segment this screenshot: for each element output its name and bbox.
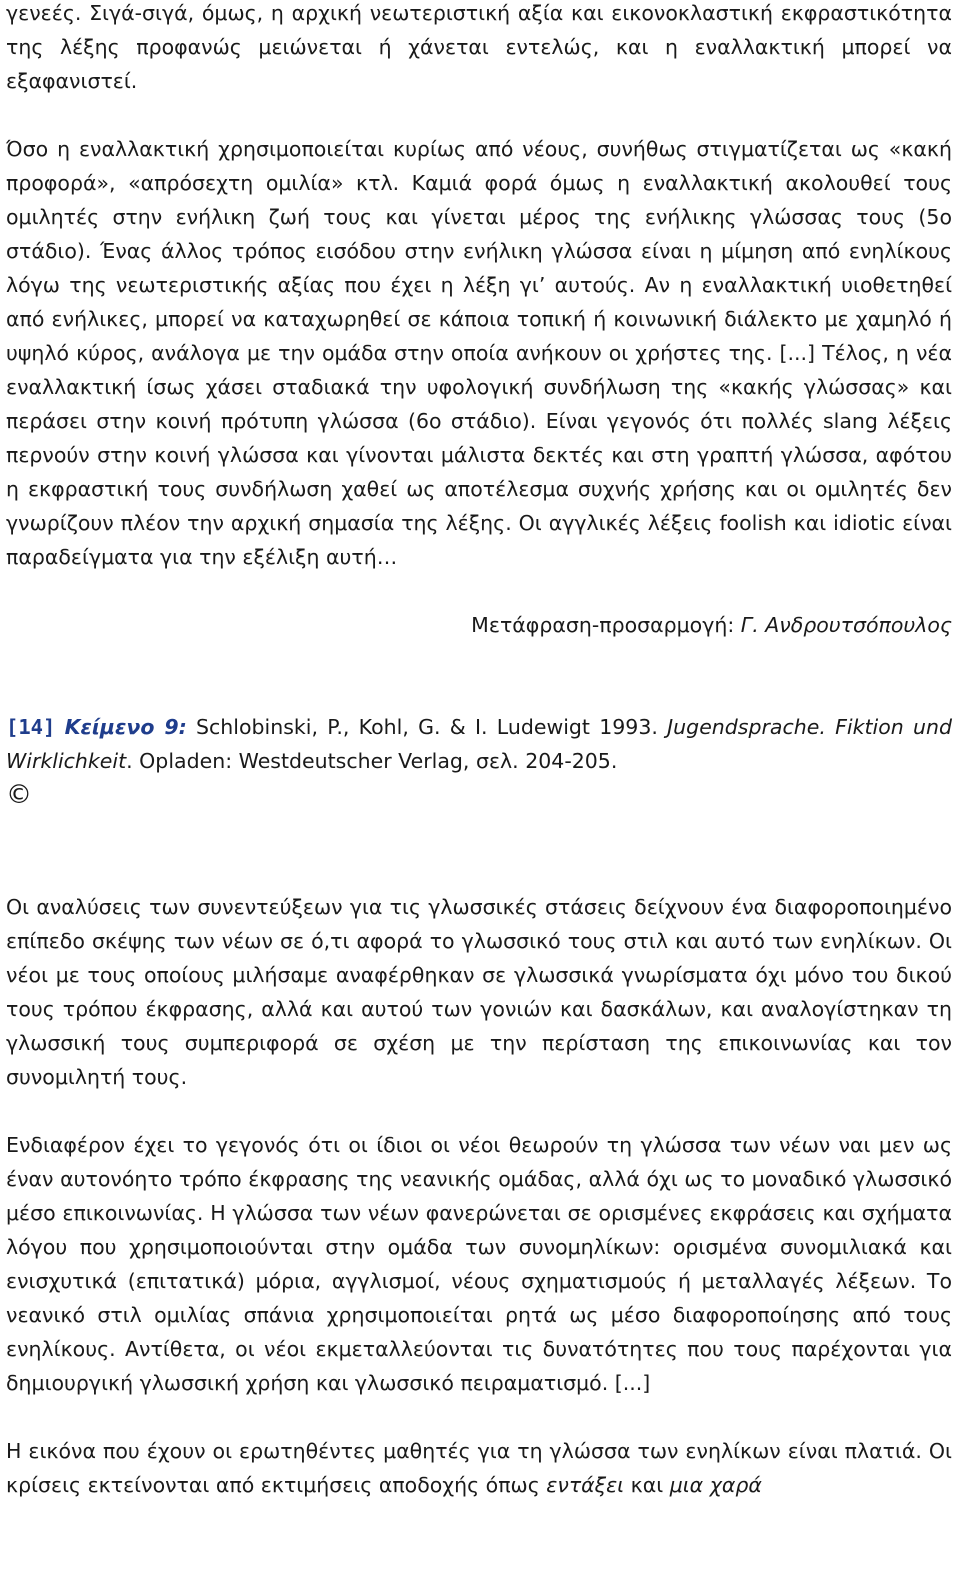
reference-label: Κείμενο 9: — [64, 715, 187, 739]
reference-title: Jugendsprache. Fiktion und Wirklichkeit — [6, 715, 952, 773]
paragraph-intro: γενεές. Σιγά-σιγά, όμως, η αρχική νεωτεριστική αξία και εικονοκλαστική εκφραστικότητα της λέξης προφανώς μειώνεται ή χάνεται εντελώς, και η εναλλακτική μπορεί να εξαφανιστεί. — [6, 1, 952, 93]
reference-entry — [6, 710, 952, 778]
paragraph-text: Η εικόνα που έχουν οι ερωτηθέντες μαθητές για τη γλώσσα των ενηλίκων είναι πλατιά. Οι κρίσεις εκτείνονται από εκτιμήσεις αποδοχής όπως — [6, 1439, 952, 1497]
paragraph-adult-language — [6, 1434, 952, 1502]
reference-authors: Schlobinski, P., Kohl, G. & I. Ludewigt 1993. — [186, 715, 668, 739]
translation-label: Μετάφραση-προσαρμογή: — [471, 613, 741, 637]
document-page — [6, 0, 952, 1502]
copyright-icon: © — [6, 780, 32, 810]
paragraph-spacer — [6, 574, 952, 608]
translation-credit — [6, 608, 952, 642]
reference-publisher: . Opladen: Westdeutscher Verlag, σελ. 204-205. — [126, 749, 618, 773]
paragraph-text: και — [624, 1473, 670, 1497]
paragraph-spacer — [6, 1400, 952, 1434]
paragraph-spacer — [6, 1094, 952, 1128]
translator-name: Γ. Ανδρουτσόπουλος — [740, 613, 952, 637]
paragraph-analyses: Οι αναλύσεις των συνεντεύξεων για τις γλωσσικές στάσεις δείχνουν ένα διαφοροποιημένο επίπεδο σκέψης των νέων σε ό,τι αφορά το γλωσσικό τους στιλ και αυτό των ενηλίκων. Οι νέοι με τους οποίους μιλήσαμε αναφέρθηκαν σε γλωσσικά γνωρίσματα όχι μόνο του δικού τους τρόπου έκφρασης, αλλά και αυτού των γονιών και δασκάλων, και αναλογίστηκαν τη γλωσσική τους συμπεριφορά σε σχέση με την περίσταση της επικοινωνίας και τον συνομιλητή τους. — [6, 895, 952, 1089]
italic-term: εντάξει — [546, 1473, 625, 1497]
paragraph-stages: Όσο η εναλλακτική χρησιμοποιείται κυρίως από νέους, συνήθως στιγματίζεται ως «κακή προφορά», «απρόσεχτη ομιλία» κτλ. Καμιά φορά όμως η εναλλακτική ακολουθεί τους ομιλητές στην ενήλικη ζωή τους και γίνεται μέρος της ενήλικης γλώσσας τους (5ο στάδιο). Ένας άλλος τρόπος εισόδου στην ενήλικη γλώσσα είναι η μίμηση από ενηλίκους λόγω της νεωτεριστικής αξίας που έχει η λέξη γι’ αυτούς. Αν η εναλλακτική υιοθετηθεί από ενήλικες, μπορεί να καταχωρηθεί σε κάποια τοπική ή κοινωνική διάλεκτο με χαμηλό ή υψηλό κύρος, ανάλογα με την ομάδα στην οποία ανήκουν οι χρήστες της. [...] Τέλος, η νέα εναλλακτική ίσως χάσει σταδιακά την υφολογική συνδήλωση της «κακής γλώσσας» και περάσει στην κοινή πρότυπη γλώσσα (6ο στάδιο). Είναι γεγονός ότι πολλές slang λέξεις περνούν στην κοινή γλώσσα και γίνονται μάλιστα δεκτές και στη γραπτή γλώσσα, αφότου η εκφραστική τους συνδήλωση χαθεί ως αποτέλεσμα συχνής χρήσης και οι ομιλητές δεν γνωρίζουν πλέον την αρχική σημασία της λέξης. Οι αγγλικές λέξεις foolish και idiotic είναι παραδείγματα για την εξέλιξη αυτή… — [6, 137, 952, 569]
paragraph-interest: Ενδιαφέρον έχει το γεγονός ότι οι ίδιοι οι νέοι θεωρούν τη γλώσσα των νέων ναι μεν ως έναν αυτονόητο τρόπο έκφρασης της νεανικής ομάδας, αλλά όχι ως το μοναδικό γλωσσικό μέσο επικοινωνίας. Η γλώσσα των νέων φανερώνεται σε ορισμένες εκφράσεις και σχήματα λόγου που χρησιμοποιούνται στην ομάδα των συνομηλίκων: ορισμένα συνομιλιακά και ενισχυτικά (επιτατικά) μόρια, αγγλισμοί, νέους σχηματισμούς ή μεταλλαγές λέξεων. Το νεανικό στιλ ομιλίας σπάνια χρησιμοποιείται ρητά ως μέσο διαφοροποίησης από τους ενηλίκους. Αντίθετα, οι νέοι εκμεταλλεύονται τις δυνατότητες που τους παρέχονται για δημιουργική γλωσσική χρήση και γλωσσικό πειραματισμό. [...] — [6, 1133, 952, 1395]
paragraph-spacer — [6, 98, 952, 132]
reference-number: [14] — [6, 715, 56, 739]
italic-term: μια χαρά — [669, 1473, 762, 1497]
section-spacer — [6, 812, 952, 890]
section-spacer — [6, 642, 952, 710]
